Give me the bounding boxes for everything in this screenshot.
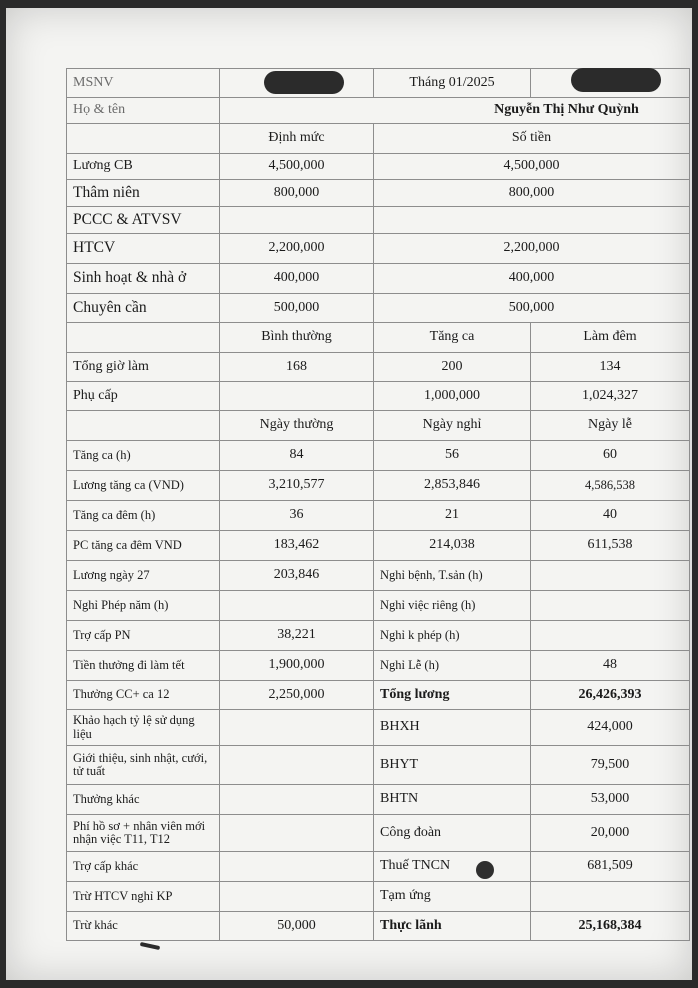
deduction-value xyxy=(530,881,690,912)
ot-row-value: 3,210,577 xyxy=(219,470,374,501)
deduction-label: Công đoàn xyxy=(373,814,531,852)
misc-label: Trợ cấp PN xyxy=(66,620,220,651)
deduction-label: BHYT xyxy=(373,745,531,785)
col-holiday: Ngày lễ xyxy=(530,410,690,441)
misc-value-right: 48 xyxy=(530,650,690,681)
deduction-value: 79,500 xyxy=(530,745,690,785)
ot-row-label: Tăng ca đêm (h) xyxy=(66,500,220,531)
msnv-label: MSNV xyxy=(66,68,220,98)
misc-value: 1,900,000 xyxy=(219,650,374,681)
ot-header-blank xyxy=(66,410,220,441)
misc-value: 203,846 xyxy=(219,560,374,591)
col-normal: Bình thường xyxy=(219,322,374,353)
employee-name: Nguyễn Thị Như Quỳnh xyxy=(219,97,690,124)
bottom-label: Thưởng CC+ ca 12 xyxy=(66,680,220,710)
base-row-label: Lương CB xyxy=(66,153,220,180)
base-row-norm: 400,000 xyxy=(219,263,374,294)
misc-label: Nghỉ Phép năm (h) xyxy=(66,590,220,621)
bottom-value xyxy=(219,784,374,815)
total-salary-label: Tổng lương xyxy=(373,680,531,710)
misc-label-right: Nghỉ bệnh, T.sản (h) xyxy=(373,560,531,591)
bottom-label: Trợ cấp khác xyxy=(66,851,220,882)
base-row-norm: 500,000 xyxy=(219,293,374,323)
ot-row-label: Lương tăng ca (VND) xyxy=(66,470,220,501)
total-hours-night: 134 xyxy=(530,352,690,382)
total-salary-value: 26,426,393 xyxy=(530,680,690,710)
deduction-value: 424,000 xyxy=(530,709,690,746)
ot-row-value: 84 xyxy=(219,440,374,471)
deduction-label: Thuế TNCN xyxy=(373,851,531,882)
msnv-redaction xyxy=(264,71,344,94)
deduction-label: BHTN xyxy=(373,784,531,815)
col-amount: Số tiền xyxy=(373,123,690,154)
deduction-label: Tạm ứng xyxy=(373,881,531,912)
misc-label: Tiền thưởng đi làm tết xyxy=(66,650,220,681)
ot-row-value: 183,462 xyxy=(219,530,374,561)
misc-label-right: Nghỉ Lễ (h) xyxy=(373,650,531,681)
bottom-value: 50,000 xyxy=(219,911,374,941)
bottom-value xyxy=(219,851,374,882)
col-night: Làm đêm xyxy=(530,322,690,353)
ot-row-value: 214,038 xyxy=(373,530,531,561)
bottom-value xyxy=(219,814,374,852)
base-row-amount: 2,200,000 xyxy=(373,233,690,264)
ot-row-value: 2,853,846 xyxy=(373,470,531,501)
code-redaction xyxy=(571,68,661,92)
misc-value-right xyxy=(530,560,690,591)
net-pay-label: Thực lãnh xyxy=(373,911,531,941)
col-dayoff: Ngày nghỉ xyxy=(373,410,531,441)
deduction-label: BHXH xyxy=(373,709,531,746)
misc-label-right: Nghỉ việc riêng (h) xyxy=(373,590,531,621)
allowance-night: 1,024,327 xyxy=(530,381,690,411)
bottom-label: Giới thiệu, sinh nhật, cưới, tử tuất xyxy=(66,745,220,785)
allowance-normal xyxy=(219,381,374,411)
ot-row-value: 60 xyxy=(530,440,690,471)
ot-row-label: PC tăng ca đêm VND xyxy=(66,530,220,561)
pen-mark xyxy=(140,942,160,950)
bottom-label: Trừ HTCV nghỉ KP xyxy=(66,881,220,912)
base-row-label: HTCV xyxy=(66,233,220,264)
ot-row-value: 611,538 xyxy=(530,530,690,561)
misc-value: 38,221 xyxy=(219,620,374,651)
deduction-value: 681,509 xyxy=(530,851,690,882)
bottom-label: Thưởng khác xyxy=(66,784,220,815)
bottom-value xyxy=(219,881,374,912)
base-row-amount: 500,000 xyxy=(373,293,690,323)
bottom-value xyxy=(219,745,374,785)
col-norm: Định mức xyxy=(219,123,374,154)
misc-label-right: Nghỉ k phép (h) xyxy=(373,620,531,651)
deduction-value: 20,000 xyxy=(530,814,690,852)
base-row-label: Sinh hoạt & nhà ở xyxy=(66,263,220,294)
base-row-norm: 2,200,000 xyxy=(219,233,374,264)
col-overtime: Tăng ca xyxy=(373,322,531,353)
ot-row-value: 21 xyxy=(373,500,531,531)
bottom-label: Phí hồ sơ + nhân viên mới nhận việc T11, T12 xyxy=(66,814,220,852)
col-weekday: Ngày thường xyxy=(219,410,374,441)
ot-row-value: 4,586,538 xyxy=(530,470,690,501)
total-hours-normal: 168 xyxy=(219,352,374,382)
ot-row-value: 56 xyxy=(373,440,531,471)
base-row-norm: 800,000 xyxy=(219,179,374,207)
base-row-norm: 4,500,000 xyxy=(219,153,374,180)
payslip-table xyxy=(66,68,690,941)
base-row-label: Chuyên cần xyxy=(66,293,220,323)
total-hours-label: Tổng giờ làm xyxy=(66,352,220,382)
allowance-label: Phụ cấp xyxy=(66,381,220,411)
misc-value xyxy=(219,590,374,621)
bottom-label: Khảo hạch tỷ lệ sử dụng liệu xyxy=(66,709,220,746)
net-pay-value: 25,168,384 xyxy=(530,911,690,941)
bottom-value: 2,250,000 xyxy=(219,680,374,710)
allowance-overtime: 1,000,000 xyxy=(373,381,531,411)
base-row-label: PCCC & ATVSV xyxy=(66,206,220,234)
hours-header-blank xyxy=(66,322,220,353)
bottom-value xyxy=(219,709,374,746)
base-row-amount: 800,000 xyxy=(373,179,690,207)
misc-value-right xyxy=(530,620,690,651)
base-row-norm xyxy=(219,206,374,234)
ot-row-value: 36 xyxy=(219,500,374,531)
name-label: Họ & tên xyxy=(66,97,220,124)
month-label: Tháng 01/2025 xyxy=(373,68,531,98)
bottom-label: Trừ khác xyxy=(66,911,220,941)
base-row-amount: 4,500,000 xyxy=(373,153,690,180)
base-row-amount xyxy=(373,206,690,234)
base-header-blank xyxy=(66,123,220,154)
payslip-paper xyxy=(6,8,692,980)
base-row-amount: 400,000 xyxy=(373,263,690,294)
misc-value-right xyxy=(530,590,690,621)
ot-row-value: 40 xyxy=(530,500,690,531)
ot-row-label: Tăng ca (h) xyxy=(66,440,220,471)
total-hours-overtime: 200 xyxy=(373,352,531,382)
ink-dot xyxy=(476,861,494,879)
deduction-value: 53,000 xyxy=(530,784,690,815)
base-row-label: Thâm niên xyxy=(66,179,220,207)
misc-label: Lương ngày 27 xyxy=(66,560,220,591)
